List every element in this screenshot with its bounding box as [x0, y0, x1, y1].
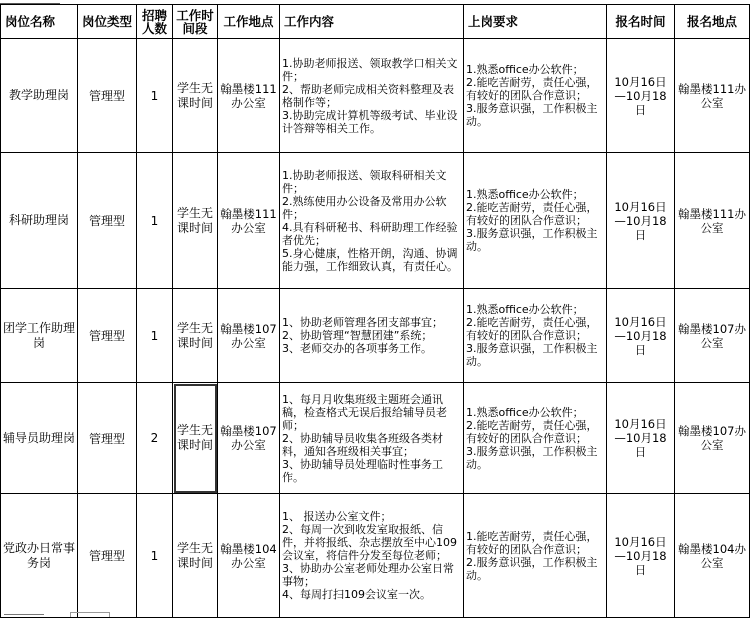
job-name: 辅导员助理岗 — [1, 383, 78, 494]
job-name: 团学工作助理岗 — [1, 289, 78, 383]
job-location: 翰墨楼111办公室 — [218, 153, 280, 289]
job-requirements — [464, 153, 607, 289]
content-line: 1、协助老师管理各团支部事宜； — [282, 316, 443, 329]
cropped-text-fragment — [4, 614, 44, 615]
header-time: 工作时间段 — [173, 5, 218, 39]
header-count: 招聘人数 — [137, 5, 173, 39]
content-line: 3、协助辅导员处理临时性事务工作。 — [282, 457, 443, 484]
job-count: 1 — [137, 494, 173, 618]
header-reg-time: 报名时间 — [607, 5, 675, 39]
job-table — [0, 4, 750, 618]
requirement-line: 2.服务意识强，工作积极主动。 — [466, 555, 598, 582]
job-requirements — [464, 383, 607, 494]
header-requirements: 上岗要求 — [464, 5, 607, 39]
registration-time: 10月16日—10月18日 — [607, 289, 675, 383]
job-requirements — [464, 494, 607, 618]
header-location: 工作地点 — [218, 5, 280, 39]
registration-time: 10月16日—10月18日 — [607, 153, 675, 289]
table-row — [1, 383, 750, 494]
registration-place: 翰墨楼111办公室 — [675, 153, 750, 289]
content-line: 2、协助辅导员收集各班级各类材料，通知各班级相关事宜； — [282, 431, 443, 458]
header-type: 岗位类型 — [78, 5, 137, 39]
requirement-line: 1.熟悉office办公软件； — [466, 63, 584, 76]
job-content — [280, 383, 464, 494]
requirement-line: 2.能吃苦耐劳，责任心强，有较好的团队合作意识； — [466, 316, 598, 342]
registration-time: 10月16日—10月18日 — [607, 39, 675, 153]
job-content — [280, 39, 464, 153]
header-content: 工作内容 — [280, 5, 464, 39]
table-row — [1, 494, 750, 618]
job-requirements — [464, 289, 607, 383]
requirement-line: 2.能吃苦耐劳，责任心强，有较好的团队合作意识； — [466, 418, 598, 445]
content-line: 1、 报送办公室文件； — [282, 510, 392, 523]
header-name: 岗位名称 — [1, 5, 78, 39]
requirement-line: 1.熟悉office办公软件； — [466, 188, 584, 201]
content-line: 3、老师交办的各项事务工作。 — [282, 342, 432, 355]
job-type: 管理型 — [78, 494, 137, 618]
job-name: 教学助理岗 — [1, 39, 78, 153]
job-content — [280, 289, 464, 383]
table-header-row — [1, 5, 750, 39]
requirement-line: 1.能吃苦耐劳，责任心强，有较好的团队合作意识； — [466, 529, 598, 556]
requirement-line: 3.服务意识强，工作积极主动。 — [466, 342, 598, 368]
job-type: 管理型 — [78, 153, 137, 289]
registration-place: 翰墨楼107办公室 — [675, 289, 750, 383]
job-time: 学生无课时间 — [173, 494, 218, 618]
job-count: 2 — [137, 383, 173, 494]
requirement-line: 3.服务意识强，工作积极主动。 — [466, 227, 598, 253]
job-time: 学生无课时间 — [173, 39, 218, 153]
job-name: 党政办日常事务岗 — [1, 494, 78, 618]
content-line: 3.协助完成计算机等级考试、毕业设计答辩等相关工作。 — [282, 108, 458, 135]
job-location: 翰墨楼111办公室 — [218, 39, 280, 153]
requirement-line: 1.熟悉office办公软件； — [466, 405, 584, 419]
job-time: 学生无课时间 — [173, 289, 218, 383]
header-reg-place: 报名地点 — [675, 5, 750, 39]
job-time-selected-cell[interactable]: 学生无课时间 — [173, 383, 218, 494]
requirement-line: 2.能吃苦耐劳，责任心强，有较好的团队合作意识； — [466, 201, 598, 227]
job-type: 管理型 — [78, 39, 137, 153]
content-line: 1、每月月收集班级主题班会通讯稿，检查格式无误后报给辅导员老师； — [282, 392, 447, 432]
content-line: 2、帮助老师完成相关资料整理及表格制作等； — [282, 82, 454, 109]
job-location: 翰墨楼107办公室 — [218, 289, 280, 383]
job-count: 1 — [137, 153, 173, 289]
job-content — [280, 153, 464, 289]
job-requirements — [464, 39, 607, 153]
registration-place: 翰墨楼111办公室 — [675, 39, 750, 153]
requirement-line: 1.熟悉office办公软件； — [466, 303, 584, 316]
job-name: 科研助理岗 — [1, 153, 78, 289]
requirement-line: 3.服务意识强，工作积极主动。 — [466, 102, 598, 128]
content-line: 3、协助办公室老师处理办公室日常事物； — [282, 562, 454, 588]
registration-place: 翰墨楼104办公室 — [675, 494, 750, 618]
registration-place: 翰墨楼107办公室 — [675, 383, 750, 494]
cropped-box-fragment — [70, 612, 110, 617]
job-time: 学生无课时间 — [173, 153, 218, 289]
registration-time: 10月16日—10月18日 — [607, 494, 675, 618]
registration-time: 10月16日—10月18日 — [607, 383, 675, 494]
content-line: 2、协助管理“智慧团建”系统； — [282, 329, 433, 342]
table-row — [1, 153, 750, 289]
content-line: 2、每周一次到收发室取报纸、信件，并将报纸、杂志摆放至中心109会议室，将信件分发至每位老师； — [282, 523, 457, 562]
bottom-cropped-edge — [0, 612, 751, 618]
table-row — [1, 289, 750, 383]
content-line: 5.身心健康，性格开朗，沟通、协调能力强，工作细致认真，有责任心。 — [282, 246, 458, 273]
requirement-line: 3.服务意识强，工作积极主动。 — [466, 444, 598, 471]
job-type: 管理型 — [78, 383, 137, 494]
content-line: 1.协助老师报送、领取教学口相关文件； — [282, 56, 458, 83]
job-location: 翰墨楼104办公室 — [218, 494, 280, 618]
job-content — [280, 494, 464, 618]
content-line: 2.熟练使用办公设备及常用办公软件； — [282, 194, 447, 221]
job-type: 管理型 — [78, 289, 137, 383]
table-row — [1, 39, 750, 153]
job-count: 1 — [137, 289, 173, 383]
content-line: 4.具有科研秘书、科研助理工作经验者优先； — [282, 220, 458, 247]
content-line: 4、每周打扫109会议室一次。 — [282, 588, 431, 601]
job-count: 1 — [137, 39, 173, 153]
requirement-line: 2.能吃苦耐劳，责任心强，有较好的团队合作意识； — [466, 76, 598, 102]
job-location: 翰墨楼107办公室 — [218, 383, 280, 494]
content-line: 1.协助老师报送、领取科研相关文件； — [282, 168, 447, 195]
